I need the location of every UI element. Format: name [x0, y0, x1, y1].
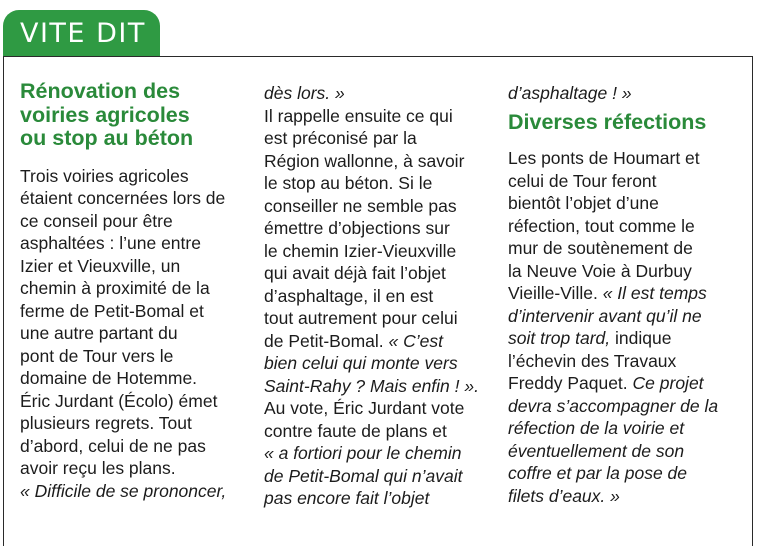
article-1-body-part-3 [508, 82, 744, 105]
text-line: la Neuve Voie à Durbuy [508, 260, 692, 281]
text-line: Il rappelle ensuite ce qui [264, 105, 453, 126]
text-line: filets d’eaux. » [508, 485, 620, 506]
text-line: pont de Tour vers le [20, 345, 174, 366]
text-line: coffre et par la pose de [508, 463, 687, 483]
text-line: éventuellement de son [508, 440, 685, 461]
text-line: chemin à proximité de la [20, 278, 210, 298]
text-line: étaient concernées lors de [20, 188, 226, 208]
section-tab [3, 10, 160, 56]
text-line: réfection de la voirie et [508, 418, 685, 438]
article-1-title-line: voiries agricoles [20, 102, 190, 127]
article-2-body [508, 147, 744, 507]
text-line: « Difficile de se prononcer, [20, 480, 227, 501]
text-line: pas encore fait l’objet [264, 488, 430, 508]
text-line: domaine de Hotemme. [20, 368, 198, 388]
text-line: d’asphaltage ! » [508, 83, 632, 103]
text-line: asphaltées : l’une entre [20, 233, 201, 253]
text-line: émettre d’objections sur [264, 218, 450, 238]
text-line: bientôt l’objet d’une [508, 193, 659, 213]
text-line: qui avait déjà fait l’objet [264, 263, 446, 283]
column-2 [264, 82, 498, 510]
text-line: contre faute de plans et [264, 420, 447, 441]
column-1 [20, 80, 254, 502]
text-line: Éric Jurdant (Écolo) émet [20, 390, 218, 411]
text-line: dès lors. » [264, 83, 345, 103]
text-line: bien celui qui monte vers [264, 353, 458, 373]
text-line: ce conseil pour être [20, 210, 173, 231]
text-line: tout autrement pour celui [264, 308, 458, 328]
text-line: ferme de Petit-Bomal et [20, 300, 204, 321]
text-line: de Petit-Bomal qui n’avait [264, 465, 463, 486]
text-line: est préconisé par la [264, 128, 417, 148]
text-line: d’abord, celui de ne pas [20, 435, 206, 456]
text-line: Au vote, Éric Jurdant vote [264, 398, 465, 418]
column-3 [508, 82, 744, 507]
article-2-title: Diverses réfections [508, 109, 707, 134]
text-line: soit trop tard, indique [508, 328, 672, 348]
text-line: Freddy Paquet. Ce projet [508, 373, 704, 393]
text-line: Région wallonne, à savoir [264, 150, 465, 171]
article-1-title [20, 80, 254, 151]
text-line: une autre partant du [20, 323, 178, 343]
text-line: Vieille-Ville. « Il est temps [508, 283, 707, 303]
article-1-body-part-2 [264, 82, 498, 510]
text-line: le stop au béton. Si le [264, 173, 433, 193]
text-line: plusieurs regrets. Tout [20, 413, 192, 433]
text-line: Izier et Vieuxville, un [20, 255, 181, 276]
section-tab-label: VITE DIT [20, 17, 146, 49]
text-line: devra s’accompagner de la [508, 395, 719, 416]
text-line: le chemin Izier-Vieuxville [264, 240, 457, 261]
text-line: d’intervenir avant qu’il ne [508, 305, 702, 326]
article-1-body-part-1 [20, 165, 254, 503]
text-line: Les ponts de Houmart et [508, 148, 700, 168]
text-line: mur de soutènement de [508, 238, 693, 258]
article-1-title-line: ou stop au béton [20, 126, 194, 150]
text-line: réfection, tout comme le [508, 215, 695, 236]
text-line: avoir reçu les plans. [20, 458, 176, 478]
text-line: « a fortiori pour le chemin [264, 443, 462, 463]
text-line: d’asphaltage, il en est [264, 285, 434, 306]
text-line: celui de Tour feront [508, 170, 657, 191]
text-line: Saint-Rahy ? Mais enfin ! ». [264, 375, 479, 396]
text-line: Trois voiries agricoles [20, 165, 189, 186]
text-line: de Petit-Bomal. « C’est [264, 330, 443, 351]
article-1-title-line: Rénovation des [20, 79, 181, 103]
text-line: conseiller ne semble pas [264, 195, 457, 216]
text-line: l’échevin des Travaux [508, 350, 677, 371]
